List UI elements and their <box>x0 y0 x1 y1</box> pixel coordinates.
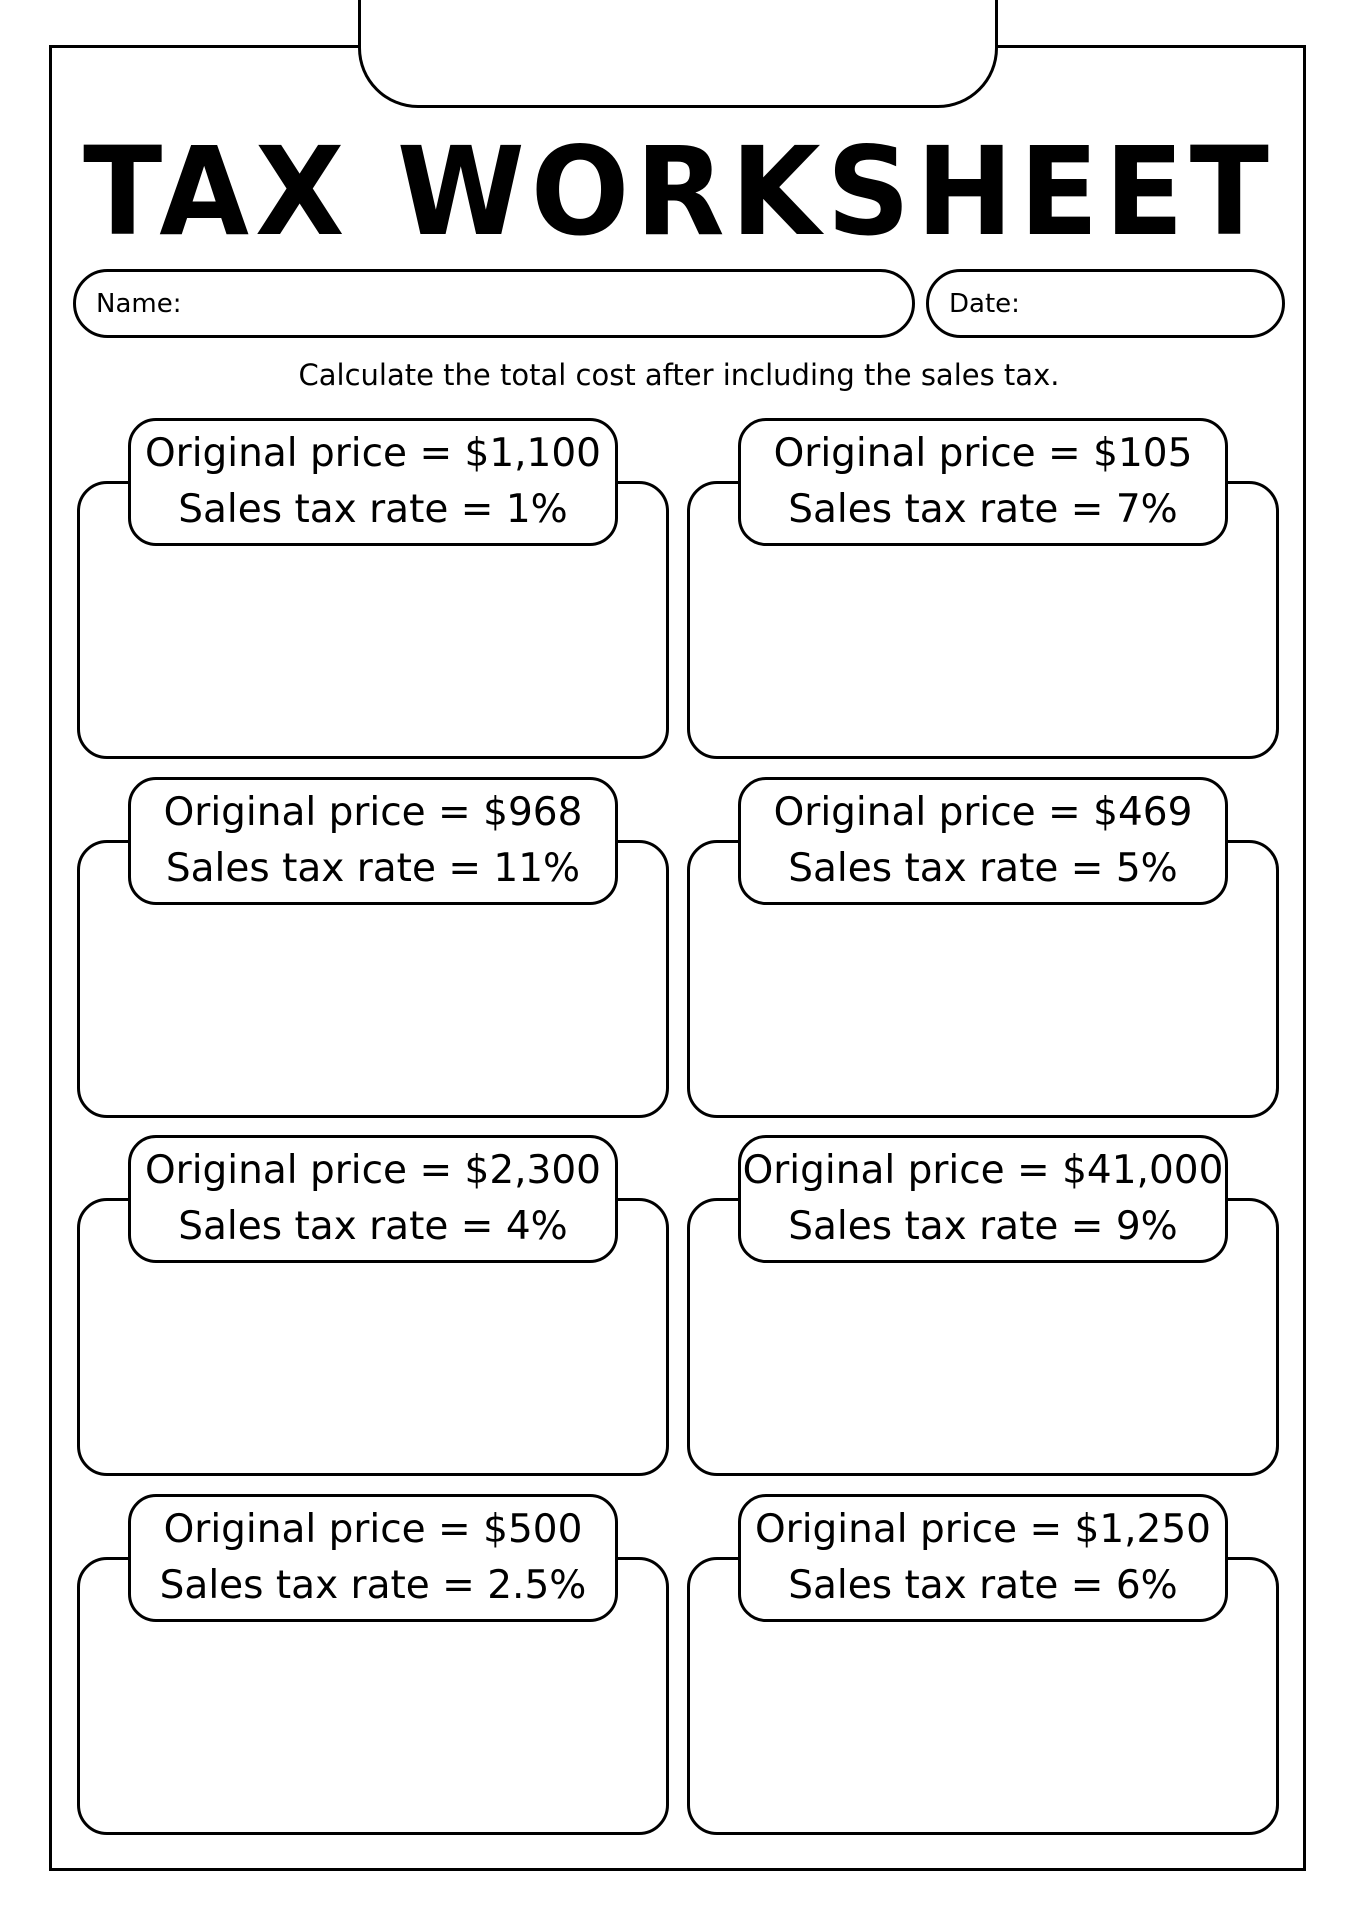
problem-card <box>77 777 669 1055</box>
problem-card <box>77 418 669 696</box>
date-field[interactable] <box>926 269 1285 338</box>
problem-card <box>687 777 1279 1055</box>
sales-tax-rate: Sales tax rate = 4% <box>178 1204 568 1249</box>
sales-tax-rate: Sales tax rate = 1% <box>178 487 568 532</box>
problem-card <box>687 1135 1279 1413</box>
original-price: Original price = $469 <box>773 790 1193 835</box>
instructions: Calculate the total cost after including the sales tax. <box>298 358 1060 392</box>
name-label: Name: <box>96 288 182 319</box>
sales-tax-rate: Sales tax rate = 6% <box>788 1563 1178 1608</box>
page-title: TAX WORKSHEET <box>83 121 1275 264</box>
original-price: Original price = $105 <box>773 431 1193 476</box>
sales-tax-rate: Sales tax rate = 7% <box>788 487 1178 532</box>
problem-label <box>738 1135 1228 1263</box>
problem-card <box>77 1494 669 1772</box>
original-price: Original price = $968 <box>163 790 583 835</box>
problem-label <box>128 777 618 905</box>
sales-tax-rate: Sales tax rate = 9% <box>788 1204 1178 1249</box>
problem-label <box>128 1135 618 1263</box>
problem-label <box>738 777 1228 905</box>
sales-tax-rate: Sales tax rate = 2.5% <box>159 1563 587 1608</box>
problem-label <box>128 418 618 546</box>
clipboard-tab <box>358 0 998 108</box>
original-price: Original price = $41,000 <box>742 1148 1224 1193</box>
original-price: Original price = $1,100 <box>144 431 601 476</box>
sales-tax-rate: Sales tax rate = 5% <box>788 846 1178 891</box>
original-price: Original price = $500 <box>163 1507 583 1552</box>
problem-label <box>128 1494 618 1622</box>
name-field[interactable] <box>73 269 915 338</box>
problem-card <box>687 418 1279 696</box>
problem-card <box>687 1494 1279 1772</box>
problem-card <box>77 1135 669 1413</box>
original-price: Original price = $1,250 <box>754 1507 1211 1552</box>
sales-tax-rate: Sales tax rate = 11% <box>165 846 581 891</box>
problem-label <box>738 418 1228 546</box>
original-price: Original price = $2,300 <box>144 1148 601 1193</box>
problem-label <box>738 1494 1228 1622</box>
date-label: Date: <box>949 288 1020 319</box>
